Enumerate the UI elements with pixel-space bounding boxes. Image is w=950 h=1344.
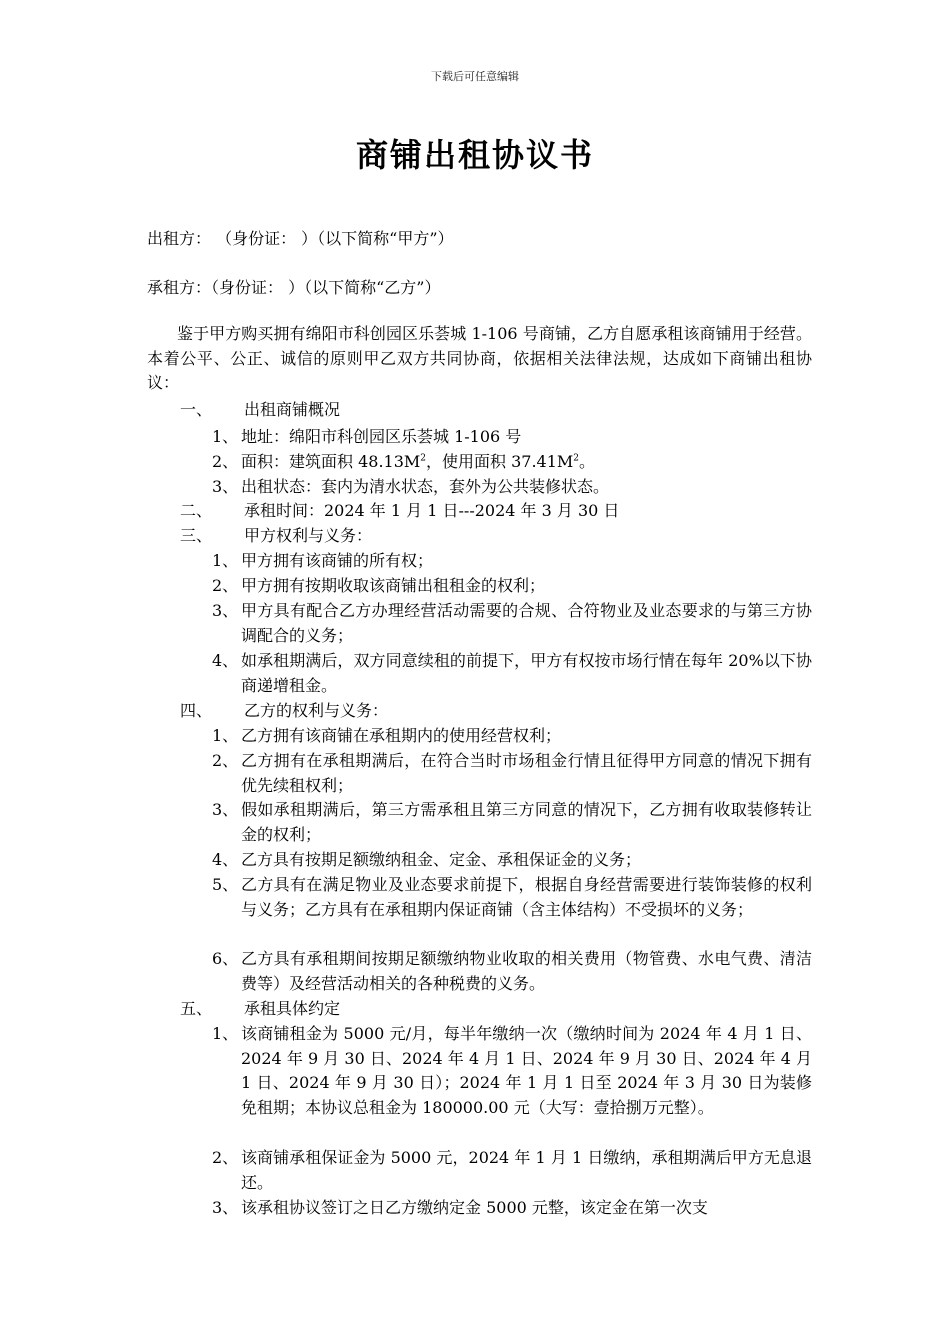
lessee-line: 承租方：（身份证： ）（以下简称“乙方”）	[147, 278, 441, 297]
section-number: 二、	[180, 501, 213, 520]
section-title: 出租商铺概况	[244, 400, 341, 419]
item-number: 4、	[212, 850, 239, 869]
item-number: 2、	[212, 576, 239, 595]
s5-item-1	[212, 1022, 812, 1120]
item-number: 1、	[212, 726, 239, 745]
area-text-c: 。	[579, 452, 596, 471]
section-title: 承租时间：2024 年 1 月 1 日---2024 年 3 月 30 日	[244, 501, 620, 520]
section-number: 四、	[180, 701, 213, 720]
s5-item-2	[212, 1146, 812, 1195]
intro-paragraph	[147, 322, 812, 396]
s3-item-3	[212, 599, 812, 648]
item-number: 2、	[212, 1148, 239, 1167]
section-number: 三、	[180, 526, 213, 545]
item-number: 1、	[212, 551, 239, 570]
section-title: 乙方的权利与义务：	[244, 701, 389, 720]
header-note: 下载后可任意编辑	[431, 70, 519, 83]
item-text: 该商铺承租保证金为 5000 元，2024 年 1 月 1 日缴纳，承租期满后甲方无息退还。	[241, 1148, 812, 1192]
superscript: 2	[420, 453, 427, 464]
s4-item-3	[212, 798, 812, 847]
s1-item-3	[212, 475, 812, 500]
item-number: 1、	[212, 427, 239, 446]
area-text-b: ，使用面积 37.41M	[426, 452, 574, 471]
section-number: 五、	[180, 999, 213, 1018]
item-text: 甲方拥有该商铺的所有权；	[241, 551, 434, 570]
section-3-heading	[180, 524, 372, 549]
area-text-a: 面积：建筑面积 48.13M	[241, 452, 421, 471]
item-text: 乙方具有在满足物业及业态要求前提下，根据自身经营需要进行装饰装修的权利与义务；乙方具有在承租期内保证商铺（含主体结构）不受损坏的义务；	[241, 875, 812, 919]
item-text: 乙方拥有在承租期满后，在符合当时市场租金行情且征得甲方同意的情况下拥有优先续租权利；	[241, 751, 812, 795]
item-text: 该商铺租金为 5000 元/月，每半年缴纳一次（缴纳时间为 2024 年 4 月 1 日、2024 年 9 月 30 日、2024 年 4 月 1 日、2024 年 9 月 30 日、2024 年 4 月 1 日、2024 年 9 月 30 日）；2024 年 1 月 1 日至 2024 年 3 月 30 日为装修免租期；本协议总租金为 180000.00 元（大写：壹拾捌万元整）。	[241, 1024, 812, 1117]
s3-item-1	[212, 549, 812, 574]
section-title: 甲方权利与义务：	[244, 526, 373, 545]
section-2-heading	[180, 499, 619, 524]
item-number: 5、	[212, 875, 239, 894]
item-text: 乙方拥有该商铺在承租期内的使用经营权利；	[241, 726, 562, 745]
s4-item-1	[212, 724, 812, 749]
s4-item-6	[212, 947, 812, 996]
item-text: 乙方具有按期足额缴纳租金、定金、承租保证金的义务；	[241, 850, 642, 869]
item-number: 3、	[212, 800, 239, 819]
item-number: 6、	[212, 949, 239, 968]
item-number: 3、	[212, 601, 239, 620]
section-5-heading	[180, 997, 340, 1022]
s4-item-2	[212, 749, 812, 798]
s1-item-2	[212, 450, 812, 475]
intro-text: 鉴于甲方购买拥有绵阳市科创园区乐荟城 1-106 号商铺，乙方自愿承租该商铺用于经营。本着公平、公正、诚信的原则甲乙双方共同协商，依据相关法律法规，达成如下商铺出租协议：	[147, 324, 812, 392]
item-number: 2、	[212, 452, 239, 471]
item-text: 出租状态：套内为清水状态，套外为公共装修状态。	[241, 477, 610, 496]
section-4-heading	[180, 699, 388, 724]
item-text: 如承租期满后，双方同意续租的前提下，甲方有权按市场行情在每年 20%以下协商递增租金。	[241, 651, 812, 695]
s1-item-1	[212, 425, 812, 450]
lessor-line: 出租方： （身份证： ）（以下简称“甲方”）	[147, 229, 454, 248]
item-number: 3、	[212, 1198, 239, 1217]
section-title: 承租具体约定	[244, 999, 341, 1018]
item-number: 3、	[212, 477, 239, 496]
item-text: 地址：绵阳市科创园区乐荟城 1-106 号	[241, 427, 522, 446]
item-text: 假如承租期满后，第三方需承租且第三方同意的情况下，乙方拥有收取装修转让金的权利；	[241, 800, 812, 844]
item-text	[212, 450, 812, 475]
s3-item-4	[212, 649, 812, 698]
item-number: 1、	[212, 1024, 239, 1043]
item-text: 该承租协议签订之日乙方缴纳定金 5000 元整，该定金在第一次支	[241, 1198, 708, 1217]
section-1-heading	[180, 398, 340, 423]
item-text: 甲方拥有按期收取该商铺出租租金的权利；	[241, 576, 546, 595]
item-number: 2、	[212, 751, 239, 770]
s5-item-3	[212, 1196, 812, 1221]
superscript: 2	[573, 453, 580, 464]
item-text: 乙方具有承租期间按期足额缴纳物业收取的相关费用（物管费、水电气费、清洁费等）及经营活动相关的各种税费的义务。	[241, 949, 812, 993]
s4-item-4	[212, 848, 812, 873]
s3-item-2	[212, 574, 812, 599]
section-number: 一、	[180, 400, 213, 419]
item-text: 甲方具有配合乙方办理经营活动需要的合规、合符物业及业态要求的与第三方协调配合的义务；	[241, 601, 812, 645]
s4-item-5	[212, 873, 812, 922]
document-title: 商铺出租协议书	[355, 136, 594, 174]
item-number: 4、	[212, 651, 239, 670]
